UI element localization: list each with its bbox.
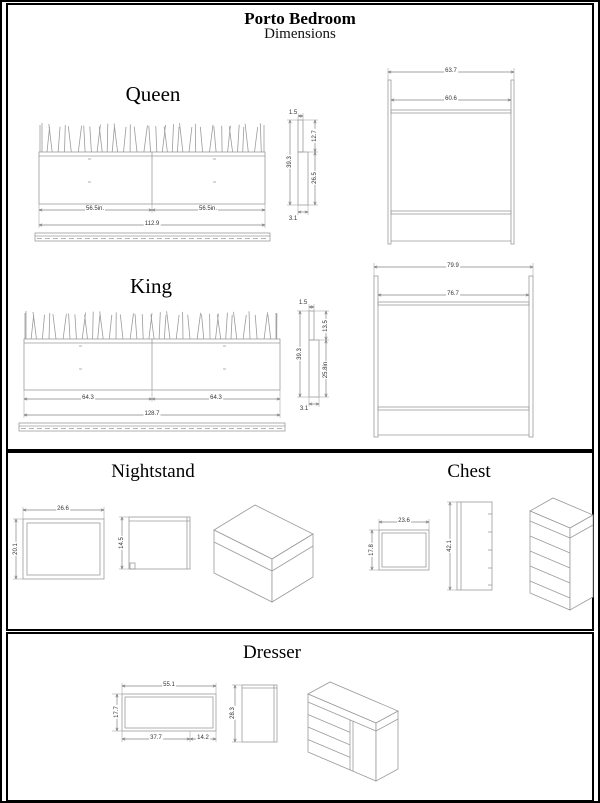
dresser-heading: Dresser	[242, 642, 302, 663]
dresser-width-label: 55.1	[163, 682, 175, 688]
king-frame-outer-width-label: 79.9	[447, 263, 459, 269]
queen-profile-top-thickness-label: 1.5	[288, 110, 298, 116]
chest-width-label: 23.6	[398, 518, 410, 524]
dresser-depth-label: 17.7	[114, 706, 120, 718]
king-profile-total-height-label: 39.3	[297, 348, 303, 360]
king-profile-base-depth-label: 3.1	[299, 406, 309, 412]
nightstand-width-label: 26.6	[57, 506, 69, 512]
chest-depth-label: 17.8	[369, 544, 375, 556]
king-front-total-width-label: 128.7	[144, 411, 160, 417]
king-heading: King	[130, 274, 172, 298]
king-profile-upper-height-label: 13.5	[323, 320, 329, 332]
king-frame-inner-width-label: 76.7	[447, 291, 459, 297]
king-profile-top-thickness-label: 1.5	[298, 300, 308, 306]
nightstand-height-label: 14.5	[119, 537, 125, 549]
chest-isometric-view	[517, 490, 597, 616]
queen-frame-outer-width-label: 63.7	[445, 68, 457, 74]
king-front-right-width-label: 64.3	[210, 395, 222, 401]
king-frame-top-view	[367, 257, 539, 442]
queen-front-left-width-label: 56.5in.	[85, 206, 105, 212]
queen-profile-lower-height-label: 26.5	[312, 172, 318, 184]
dresser-isometric-view	[297, 652, 412, 787]
king-profile-lower-height-label: 25.8in	[323, 361, 329, 379]
nightstand-isometric-view	[202, 497, 322, 609]
queen-front-total-width-label: 112.9	[144, 221, 160, 227]
dresser-door-width-label: 14.2	[197, 735, 209, 741]
chest-height-label: 42.1	[447, 540, 453, 552]
queen-profile-base-depth-label: 3.1	[288, 216, 298, 222]
nightstand-depth-label: 20.1	[13, 543, 19, 555]
queen-front-right-width-label: 56.5in.	[198, 206, 218, 212]
queen-side-profile-view	[285, 108, 327, 230]
queen-frame-top-view	[382, 62, 520, 248]
king-front-left-width-label: 64.3	[82, 395, 94, 401]
queen-profile-total-height-label: 39.3	[287, 156, 293, 168]
queen-profile-upper-height-label: 12.7	[312, 130, 318, 142]
chest-heading: Chest	[447, 461, 491, 482]
dresser-height-label: 28.3	[230, 707, 236, 719]
page-title: Porto Bedroom	[244, 9, 356, 28]
queen-heading: Queen	[125, 82, 181, 106]
page-subtitle: Dimensions	[264, 26, 336, 42]
queen-frame-inner-width-label: 60.6	[445, 96, 457, 102]
dresser-drawers-width-label: 37.7	[150, 735, 162, 741]
nightstand-heading: Nightstand	[111, 461, 195, 482]
